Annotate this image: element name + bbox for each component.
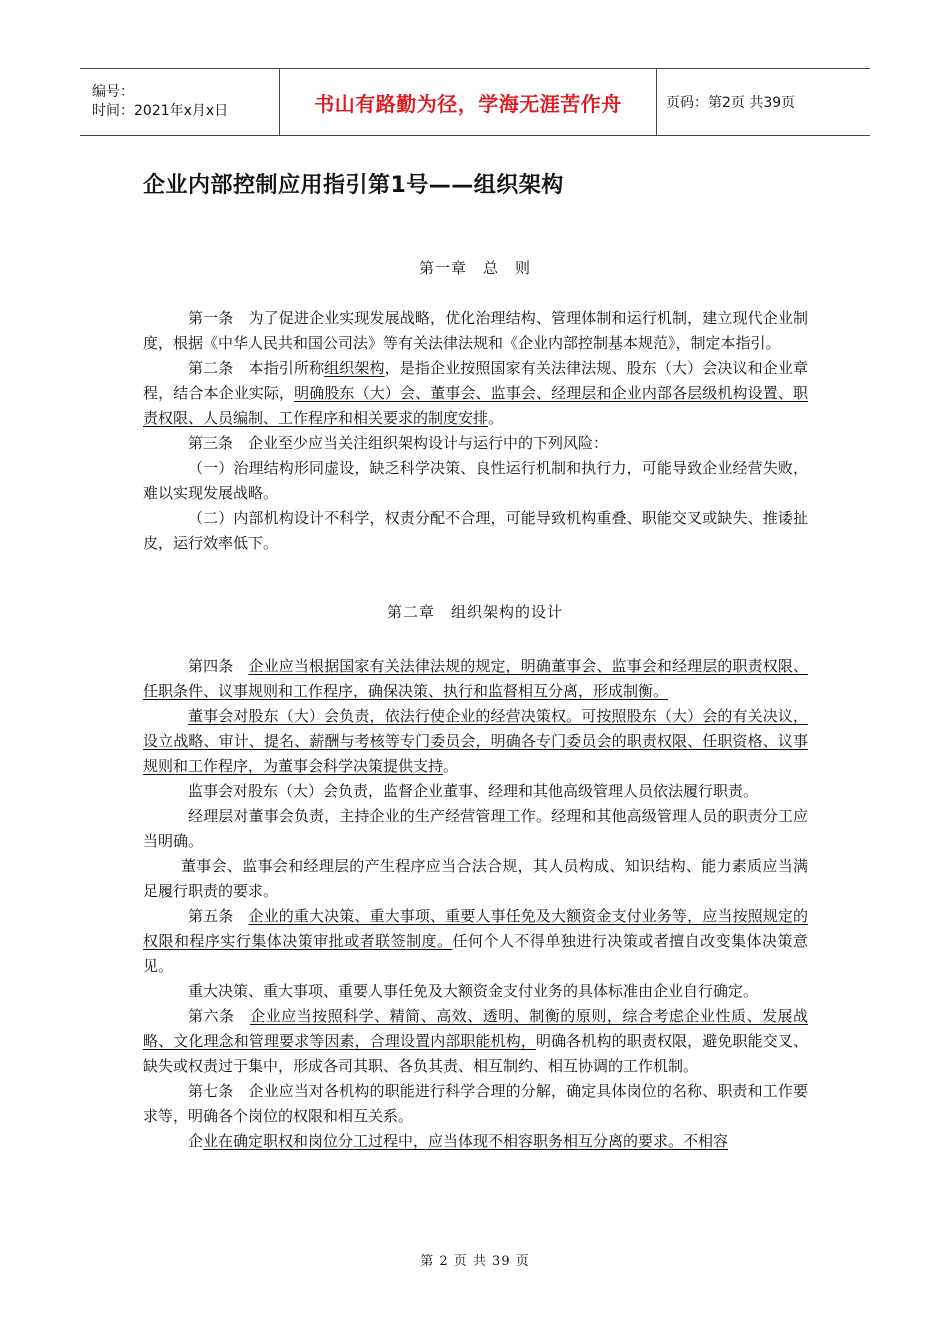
risk-item-1: （一）治理结构形同虚设，缺乏科学决策、良性运行机制和执行力，可能导致企业经营失败，难以实现发展战略。 bbox=[143, 459, 808, 502]
article-4: 第四条 企业应当根据国家有关法律法规的规定，明确董事会、监事会和经理层的职责权限、任职条件、议事规则和工作程序，确保决策、执行和监督相互分离，形成制衡。 bbox=[143, 657, 808, 700]
article-6: 第六条 企业应当按照科学、精简、高效、透明、制衡的原则，综合考虑企业性质、发展战略、文化理念和管理要求等因素，合理设置内部职能机构，明确各机构的职责权限，避免职能交叉、缺失或权责过于集中，形成各司其职、各负其责、相互制约、相互协调的工作机制。 bbox=[143, 1007, 808, 1075]
standards-paragraph: 重大决策、重大事项、重要人事任免及大额资金支付业务的具体标准由企业自行确定。 bbox=[188, 982, 759, 1000]
article-2: 第二条 本指引所称组织架构，是指企业按照国家有关法律法规、股东（大）会决议和企业章程，结合本企业实际，明确股东（大）会、董事会、监事会、经理层和企业内部各层级机构设置、职责权限、人员编制、工作程序和相关要求的制度安排。 bbox=[143, 359, 808, 427]
board-paragraph: 董事会对股东（大）会负责，依法行使企业的经营决策权。可按照股东（大）会的有关决议，设立战略、审计、提名、薪酬与考核等专门委员会，明确各专门委员会的职责权限、任职资格、议事规则和工作程序，为董事会科学决策提供支持。 bbox=[143, 707, 808, 775]
page-footer: 第 2 页 共 39 页 bbox=[420, 1254, 530, 1269]
body-section-1 bbox=[143, 306, 808, 556]
time-line: 时间：2021年x月x日 bbox=[92, 103, 229, 119]
number-label: 编号： bbox=[92, 84, 134, 100]
header-table bbox=[80, 68, 870, 136]
body-section-2 bbox=[143, 654, 808, 1154]
article-5: 第五条 企业的重大决策、重大事项、重要人事任免及大额资金支付业务等，应当按照规定的权限和程序实行集体决策审批或者联签制度。任何个人不得单独进行决策或者擅自改变集体决策意见。 bbox=[143, 907, 808, 975]
article-1: 第一条 为了促进企业实现发展战略，优化治理结构、管理体制和运行机制，建立现代企业制度，根据《中华人民共和国公司法》等有关法律法规和《企业内部控制基本规范》，制定本指引。 bbox=[143, 309, 808, 352]
supervisory-paragraph: 监事会对股东（大）会负责，监督企业董事、经理和其他高级管理人员依法履行职责。 bbox=[188, 782, 759, 800]
header-page-info: 页码：第2页 共39页 bbox=[666, 95, 796, 111]
header-meta bbox=[80, 69, 280, 135]
management-paragraph: 经理层对董事会负责，主持企业的生产经营管理工作。经理和其他高级管理人员的职责分工应当明确。 bbox=[143, 807, 808, 850]
segregation-paragraph: 企业在确定职权和岗位分工过程中，应当体现不相容职务相互分离的要求。不相容 bbox=[188, 1132, 729, 1150]
composition-paragraph: 董事会、监事会和经理层的产生程序应当合法合规，其人员构成、知识结构、能力素质应当满足履行职责的要求。 bbox=[143, 857, 808, 900]
risk-item-2: （二）内部机构设计不科学，权责分配不合理，可能导致机构重叠、职能交叉或缺失、推诿扯皮，运行效率低下。 bbox=[143, 509, 808, 552]
chapter-heading-1: 第一章 总 则 bbox=[418, 259, 531, 277]
article-7: 第七条 企业应当对各机构的职能进行科学合理的分解，确定具体岗位的名称、职责和工作要求等，明确各个岗位的权限和相互关系。 bbox=[143, 1082, 808, 1125]
chapter-heading-2: 第二章 组织架构的设计 bbox=[386, 603, 563, 621]
article-3: 第三条 企业至少应当关注组织架构设计与运行中的下列风险： bbox=[188, 434, 609, 452]
document-title: 企业内部控制应用指引第1号——组织架构 bbox=[143, 173, 564, 198]
header-motto: 书山有路勤为径，学海无涯苦作舟 bbox=[280, 69, 657, 135]
